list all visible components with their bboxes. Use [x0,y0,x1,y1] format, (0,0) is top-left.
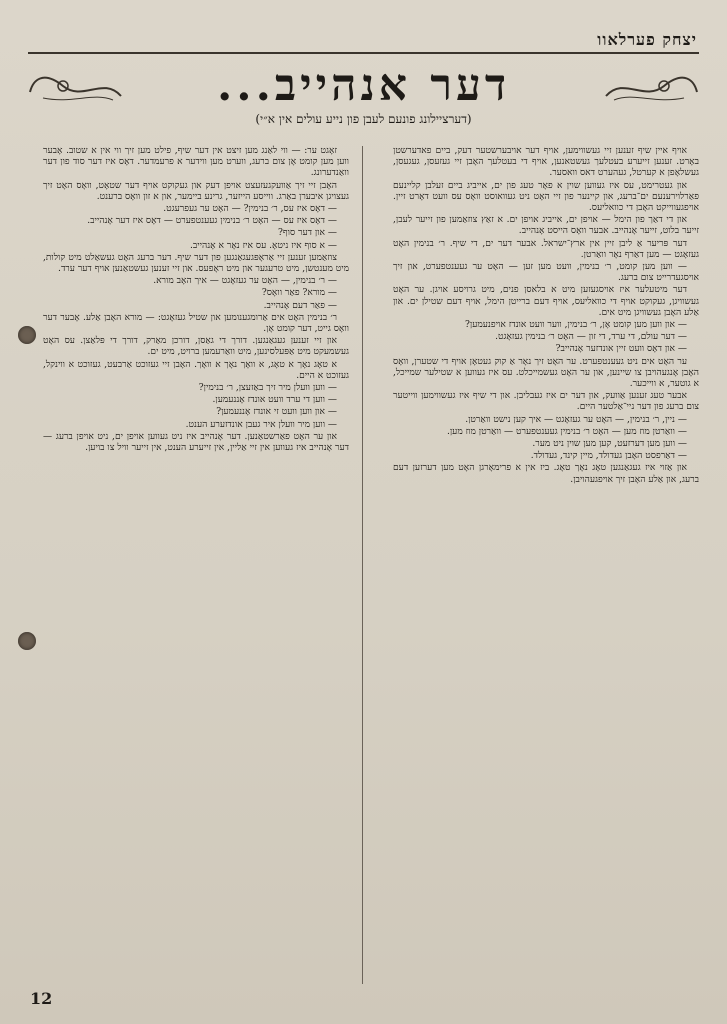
paragraph: — ווען וועלן מיר זיך באַזעצן, ר׳ בנימין? [198,383,337,394]
paragraph: — און דער סוף? [278,228,337,239]
article-subtitle: (דערציילונג פונעם לעבן פון נייע עולים אין א״י) [255,112,472,126]
page-number: 12 [30,989,53,1008]
paragraph: — און ווען מען קומט אָן, ר׳ בנימין, ווער וועט אונדז אויפנעמען? [465,320,687,331]
paragraph: — מורא? פאַר וואָס? [261,288,337,299]
paragraph: — ר׳ בנימין, — האָט ער געזאָגט — איך האָב מורא. [153,276,337,287]
paragraph: — ווען מיר וועלן איר געבן אונדזערע הענט. [185,419,337,430]
paragraph: אבער טעג זענען אַוועק, און דער ים איז געבליבן. און די שיף איז געשווימען ווייטער צום ברעג פון דער ניי־אַלטער היים. [393,391,699,413]
paragraph: — ווען די ערד וועט אונדז אָננעמען. [212,395,337,406]
author-name: יצחק פערלאוו [597,30,697,49]
paragraph: — ווען מען קומט, ר׳ בנימין, וועט מען זען — האָט ער געענטפערט, און זיך אויסגעדרייט צום ברעג. [393,262,699,284]
paragraph: דער מיטעלער איז אויסגעזען מיט א בלאסן פנים, מיט גרויסע אויגן. ער האָט געשוויגן, געקוקט אויף די כוואליעס, אויף דעם ברייטן הימל, אויף דעם שטילן ים. און אַלע האָבן געשוויגן מיט אים. [393,285,699,318]
paragraph: — דאָס איז עס — האָט ר׳ בנימין געענטפערט — דאָס איז דער אָנהייב. [87,216,337,227]
text-column-left [43,146,349,455]
paragraph: דער פּריער אַ ליבן זיין אין ארץ־ישראל. אבער דער ים, די שיף. ר׳ בנימין האָט געזאָגט — מען דאַרף נאָר וואַרטן. [393,238,699,260]
paragraph: און געטרימט, עס איז געווען שוין א פאָר טעג פון ים, אייביג ביים זעלבן קליינעם פאַרלוירענעם ים־ברעג, און קיינער פון זיי האָט ניט געוואוסט וואָס עס וועט דאָרט זיין. אויפגעווייקט האָבן די כוואליעס. [393,180,699,214]
column-divider [362,146,363,984]
paragraph: — דאַרפסט האָבן געדולד, מיין קינד, געדולד. [530,451,687,462]
text-column-right [393,146,699,487]
paragraph: האָבן זיי זיך אַוועקגעזעצט אויפן דעק און געקוקט אויף דער שטאָט, וואָס האָט זיך געצויגן איבערן באַרג. ווייסע הייזער, גרינע ביימער, און א זון וואָס ברענט. [43,180,349,202]
paragraph: צוזאַמען זענען זיי אַראָפּגעגאַנגען פון דער שיף. דער ברעג האָט געשאַלט מיט קולות, מיט מענטשן, מיט טרעגער און מיט ראָפעס. און זיי זענען געשטאַנען אויף דער ערד. [43,252,349,275]
paragraph: און אַזוי איז געגאַנגען טאָג נאָך טאָג. ביז אין א פרימאָרגן האָט מען דערזען דעם ברעג, און אַלע האָבן זיך אויפגעהויבן. [393,463,699,485]
paragraph: — פאַר דעם אָנהייב. [263,300,337,311]
binder-hole-icon [18,326,36,344]
paragraph: א טאָג נאָך א טאָג, א וואָך נאָך א וואָך. האָבן זיי געזוכט אַרבעט, געזוכט א ווינקל, געזוכט א היים. [43,359,349,381]
paragraph: — דער עולם, די ערד, די זון — האָט ר׳ בנימין געזאָגט. [495,332,687,343]
paragraph: ער האָט אים ניט געענטפערט. ער האָט זיך נאָר אַ קוק געטאָן אויף די שטערן, וואָס האָבן אָנגעהויבן צו שיינען, און ער האָט געשמייכלט. עס איז געווען א שטילער שמייכל, א גוטער, א ווייכער. [393,356,699,390]
paragraph: זאָגט ער: — ווי לאַנג מען זיצט אין דער שיף, פילט מען זיך ווי אין א שטוב. אָבער ווען מען קומט אָן צום ברעג, ווערט מען ווידער א פרעמדער. דאָס איז דער סוד פון דער וואַנדערונג. [43,146,349,179]
paragraph: — ניין, ר׳ בנימין, — האָט ער געזאָגט — איך קען נישט וואַרטן. [465,414,687,425]
article-title: דער אנהייב... [216,60,511,111]
paragraph: ר׳ בנימין האָט אים אַרומגענומען און שטיל געזאָגט: — מורא האָבן אַלע. אָבער דער וואָס גייט, דער קומט אָן. [43,312,349,335]
paragraph: — און ווען וועט זי אונדז אָננעמען? [216,407,337,418]
paragraph: און די דאַך פון הימל — אויפן ים, אייביג אויפן ים. א זאַץ צוזאַמען פון זייער לעבן, זייער בלוט, זייער אָנהייב. אבער וואָס הייסט אָנהייב. [393,215,699,237]
ornament-flourish-right-icon [604,72,699,106]
ornament-flourish-left-icon [28,72,123,106]
paragraph: אויף איין שיף זענען זיי געשווימען, אויף דער אויבערשטער דעק, ביים פאדערשטן באָרט. זענען זייערע בעטלעך געשטאנען, אויף די בעטלעך האָבן זיי געזעסן, געגעסן, געשלאָפן א קערטל, געהערט דאס וואסער. [393,146,699,179]
binder-hole-icon [18,632,36,650]
paragraph: — ווען מען דערזעט, קען מען שוין ניט מער. [532,439,687,450]
paragraph: — א סוף איז ניטאָ. עס איז נאָר א אָנהייב. [189,240,337,251]
paragraph: — וואַרטן מוז מען — האָט ר׳ בנימין געענטפערט — וואַרטן מוז מען. [446,426,687,437]
paragraph: — דאָס איז עס, ר׳ בנימין? — האָט ער געפרעגט. [163,204,337,215]
paragraph: און זיי זענען געגאַנגען. דורך די גאַסן, דורכן מאַרק, דורך די פּלאַצן. עס האָט געשמעקט מיט אַפּעלסינען, מיט וואַרעמען ברויט, מיט ים. [43,336,349,358]
paragraph: — און דאָס וועט זיין אונדזער אָנהייב? [555,344,687,355]
paragraph: און ער האָט פאַרשטאַנען. דער אָנהייב איז ניט געווען אויפן ים, ניט אויפן ברעג — דער אָנהייב איז געווען אין זיי אַליין, אין זייערע הענט, אין זייער וויל צו בויען. [43,431,349,454]
header-rule [28,52,699,54]
